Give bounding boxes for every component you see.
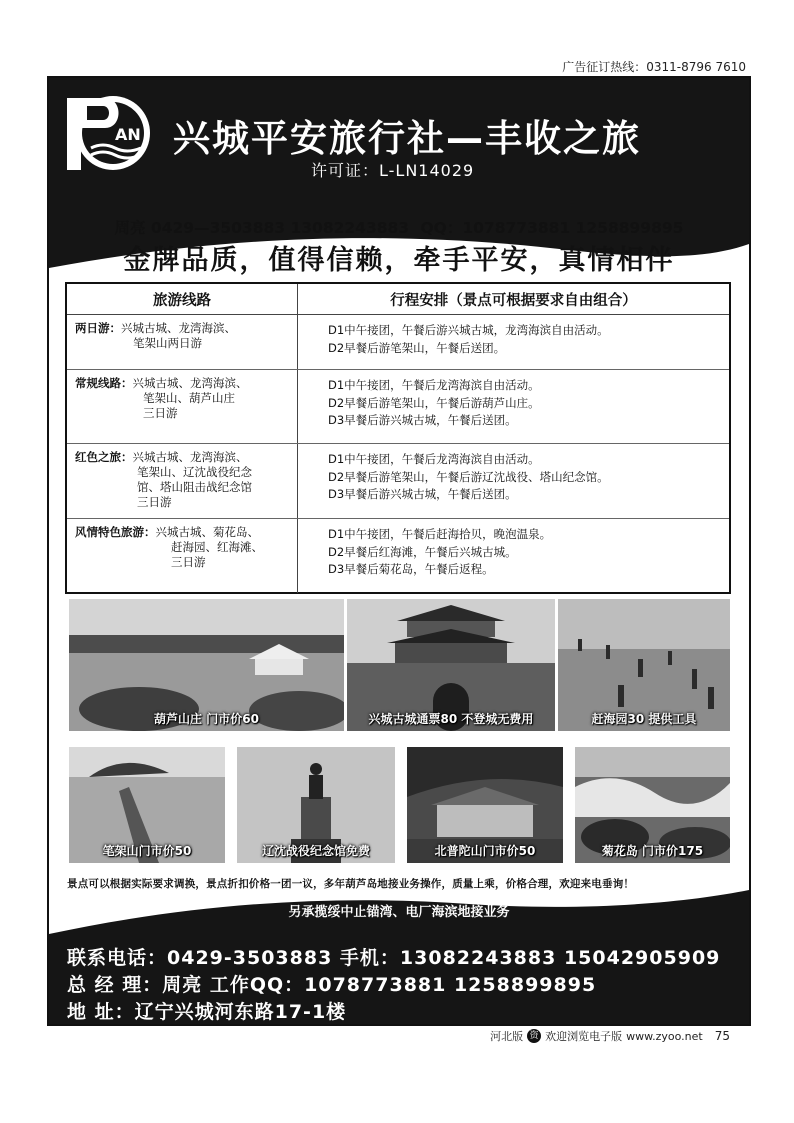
plan-line: D2早餐后游笔架山，午餐后游葫芦山庄。 <box>328 395 540 410</box>
photo-beach-park <box>558 599 730 731</box>
route-cell <box>67 315 298 369</box>
agency-title: 兴城平安旅行社—丰收之旅 <box>173 117 641 160</box>
photo-juhua-island <box>575 747 730 863</box>
photo-beiputuo-mountain <box>407 747 563 863</box>
plan-line: D3早餐后游兴城古城，午餐后送团。 <box>328 487 517 501</box>
route-line: 三日游 <box>137 495 172 509</box>
route-label: 两日游： <box>75 321 121 335</box>
travel-agency-ad <box>47 76 751 1026</box>
address-line: 地 址：辽宁兴城河东路17-1楼 <box>67 1001 347 1023</box>
route-line: 馆、塔山阻击战纪念馆 <box>137 480 252 494</box>
ad-hotline: 广告征订热线：0311-8796 7610 <box>562 60 746 74</box>
routes-table <box>65 282 731 594</box>
plan-cell <box>298 519 729 593</box>
photo-huludao-villa <box>69 599 344 731</box>
route-line: 笔架山、葫芦山庄 <box>143 391 235 405</box>
route-cell <box>67 444 298 518</box>
photo-caption: 笔架山门市价50 <box>102 844 192 858</box>
svg-text:AN: AN <box>115 125 141 144</box>
page-number: 75 <box>714 1029 730 1043</box>
plan-line: D1中午接团，午餐后龙湾海滨自由活动。 <box>328 452 540 466</box>
route-line: 三日游 <box>171 555 206 569</box>
route-cell <box>67 370 298 443</box>
plan-line: D2早餐后游笔架山，午餐后送团。 <box>328 340 506 355</box>
footer-text: 欢迎浏览电子版 <box>545 1030 623 1043</box>
contact-phone-line: 联系电话：0429-3503883 手机：13082243883 15042905909 <box>67 947 721 969</box>
table-row <box>67 519 729 593</box>
plan-line: D1中午接团，午餐后赶海拾贝，晚泡温泉。 <box>328 527 552 541</box>
manager-line: 总 经 理：周亮 工作QQ：1078773881 1258899895 <box>67 974 597 996</box>
photo-caption: 兴城古城通票80 不登城无费用 <box>368 712 534 726</box>
plan-cell <box>298 315 729 369</box>
plan-line: D2早餐后游笔架山，午餐后游辽沈战役、塔山纪念馆。 <box>328 469 609 484</box>
photo-xingcheng-ancient-city <box>347 599 555 731</box>
slogan: 金牌品质，值得信赖，牵手平安，真情相伴 <box>123 245 675 276</box>
header-plan: 行程安排（景点可根据要求自由组合） <box>390 292 637 309</box>
plan-line: D1中午接团，午餐后龙湾海滨自由活动。 <box>328 378 540 392</box>
table-row <box>67 315 729 370</box>
photo-caption: 北普陀山门市价50 <box>434 844 536 858</box>
plan-line: D3早餐后菊花岛，午餐后返程。 <box>328 562 494 576</box>
route-line: 赶海园、红海滩、 <box>171 540 263 554</box>
route-line: 三日游 <box>143 406 178 420</box>
photo-caption: 葫芦山庄 门市价60 <box>154 712 259 726</box>
table-row <box>67 444 729 519</box>
table-row <box>67 370 729 444</box>
agency-logo <box>63 92 155 174</box>
photo-bijia-mountain <box>69 747 225 863</box>
plan-line: D1中午接团，午餐后游兴城古城，龙湾海滨自由活动。 <box>328 323 609 337</box>
route-line: 兴城古城、龙湾海滨、 <box>121 321 236 335</box>
routes-table-header <box>67 284 729 315</box>
photo-caption: 赶海园30 提供工具 <box>591 712 697 726</box>
plan-cell <box>298 370 729 443</box>
route-line: 兴城古城、龙湾海滨、 <box>132 450 248 464</box>
header-route: 旅游线路 <box>67 284 298 314</box>
license-number: 许可证：L-LN14029 <box>311 161 475 180</box>
route-label: 常规线路： <box>75 376 133 390</box>
side-business: 另承揽绥中止锚湾、电厂海滨地接业务 <box>288 905 510 920</box>
photo-caption: 菊花岛 门市价175 <box>601 844 704 858</box>
footer-edition: 河北版 <box>490 1030 524 1043</box>
notice-text: 景点可以根据实际要求调换，景点折扣价格一团一议，多年葫芦岛地接业务操作，质量上乘，价格合理，欢迎来电垂询！ <box>67 878 635 890</box>
contact-name-phone: 周亮 0429—3503883 13082243883 <box>114 219 410 237</box>
route-line: 笔架山、辽沈战役纪念 <box>137 465 252 479</box>
route-line: 兴城古城、菊花岛、 <box>155 525 259 539</box>
route-label: 红色之旅： <box>75 450 133 464</box>
footer-site-link[interactable]: www.zyoo.net <box>626 1029 703 1043</box>
route-label: 风情特色旅游： <box>75 525 156 539</box>
plan-cell <box>298 444 729 518</box>
footer-badge: 资 <box>527 1029 541 1043</box>
page-footer <box>490 1028 730 1044</box>
photo-caption: 辽沈战役纪念馆免费 <box>261 844 370 858</box>
photo-liaoshen-memorial <box>237 747 395 863</box>
contact-line <box>49 216 749 238</box>
route-cell <box>67 519 298 593</box>
plan-line: D2早餐后红海滩，午餐后兴城古城。 <box>328 544 517 559</box>
route-line: 笔架山两日游 <box>133 336 202 350</box>
plan-line: D3早餐后游兴城古城，午餐后送团。 <box>328 413 517 427</box>
route-line: 兴城古城、龙湾海滨、 <box>132 376 248 390</box>
contact-qq: QQ：1078773881 1258899895 <box>420 219 684 237</box>
